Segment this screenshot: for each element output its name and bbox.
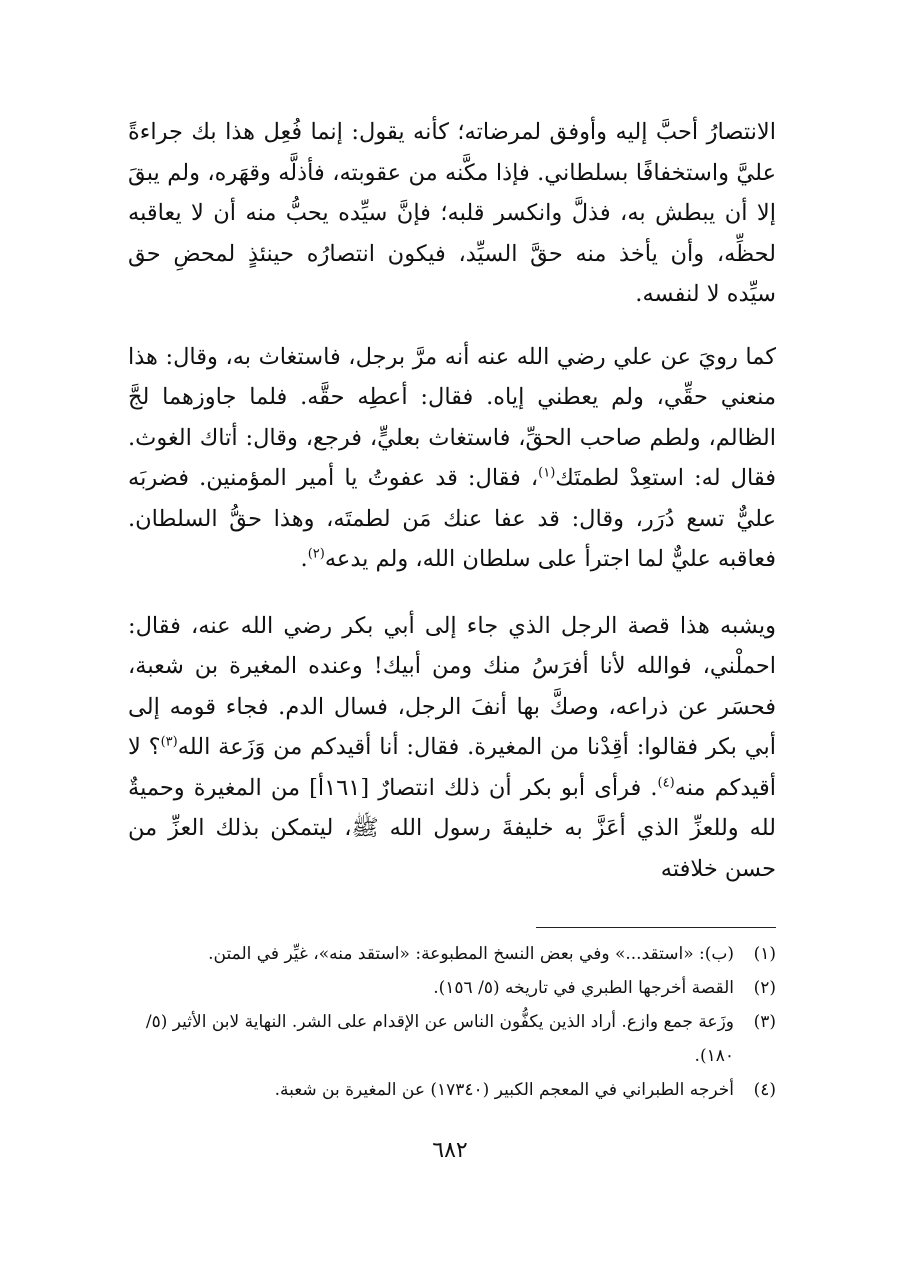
footnote-text: القصة أخرجها الطبري في تاريخه (٥/ ١٥٦).: [433, 978, 734, 998]
paragraph-2: [128, 337, 776, 580]
main-text: [128, 112, 776, 889]
footnote-2: [128, 971, 776, 1005]
footnote-3: [128, 1005, 776, 1073]
paragraph-1: [128, 112, 776, 315]
footnote-4: [128, 1073, 776, 1107]
paragraph-text: . فرأى أبو بكر أن ذلك انتصارٌ [١٦١أ] من المغيرة وحميةٌ لله وللعزِّ الذي أعَزَّ به خليفةَ رسول الله ﷺ، ليتمكن بذلك العزِّ من حسن خلافته: [128, 774, 776, 882]
footnote-ref-4[interactable]: (٤): [657, 775, 675, 790]
footnote-number: (٣): [753, 1012, 776, 1032]
paragraph-text: .: [300, 546, 308, 572]
footnote-separator: [536, 927, 776, 928]
paragraph-3: [128, 606, 776, 890]
paragraph-text: ويشبه هذا قصة الرجل الذي جاء إلى أبي بكر رضي الله عنه، فقال: احملْني، فوالله لأنا أفرَسُ منك ومن أبيك! وعنده المغيرة بن شعبة، فحسَر عن ذراعه، وصكَّ بها أنفَ الرجل، فسال الدم. فجاء قومه إلى أبي بكر فقالوا: أقِدْنا من المغيرة. فقال: أنا أقيدكم من وَزَعة الله: [128, 612, 776, 760]
footnotes: [128, 937, 776, 1107]
paragraph-text: كما رويَ عن علي رضي الله عنه أنه مرَّ برجل، فاستغاث به، وقال: هذا منعني حقِّي، ولم يعطني إياه. فقال: أعطِه حقَّه. فلما جاوزهما لجَّ الظالم، ولطم صاحب الحقِّ، فاستغاث بعليٍّ، فرجع، وقال: أتاك الغوث. فقال له: استعِدْ لطمتَك: [128, 343, 776, 491]
footnote-number: (٢): [753, 978, 776, 998]
paragraph-text: ، فقال: قد عفوتُ يا أمير المؤمنين. فضربَه عليٌّ تسع دُرَر، وقال: قد عفا عنك مَن لطمتَه، وهذا حقُّ السلطان. فعاقبه عليٌّ لما اجترأ على سلطان الله، ولم يدعه: [128, 465, 776, 572]
footnote-ref-1[interactable]: (١): [538, 465, 556, 481]
footnote-1: [128, 937, 776, 971]
footnote-text: وزَعة جمع وازع. أراد الذين يكفُّون الناس عن الإقدام على الشر. النهاية لابن الأثير (٥/ ١٨٠).: [145, 1012, 734, 1066]
footnote-number: (١): [753, 944, 776, 964]
footnote-text: (ب): «استقد...» وفي بعض النسخ المطبوعة: «استقد منه»، غيِّر في المتن.: [208, 944, 734, 964]
footnote-text: أخرجه الطبراني في المعجم الكبير (١٧٣٤٠) عن المغيرة بن شعبة.: [274, 1080, 734, 1100]
footnote-ref-2[interactable]: (٢): [307, 546, 325, 562]
paragraph-text: الانتصارُ أحبَّ إليه وأوفق لمرضاته؛ كأنه يقول: إنما فُعِل هذا بك جراءةً عليَّ واستخفافًا بسلطاني. فإذا مكَّنه من عقوبته، فأذلَّه وقهَره، ولم يبقَ إلا أن يبطش به، فذلَّ وانكسر قلبه؛ فإنَّ سيِّده يحبُّ منه أن لا يعاقبه لحظِّه، وأن يأخذ منه حقَّ السيِّد، فيكون انتصارُه حينئذٍ لمحضِ حق سيِّده لا لنفسه.: [128, 119, 776, 307]
footnote-number: (٤): [753, 1080, 776, 1100]
page-number: ٦٨٢: [432, 1138, 468, 1163]
footnote-ref-3[interactable]: (٣): [160, 734, 178, 750]
paragraph-text: ؟ لا أقيدكم منه: [128, 734, 776, 801]
